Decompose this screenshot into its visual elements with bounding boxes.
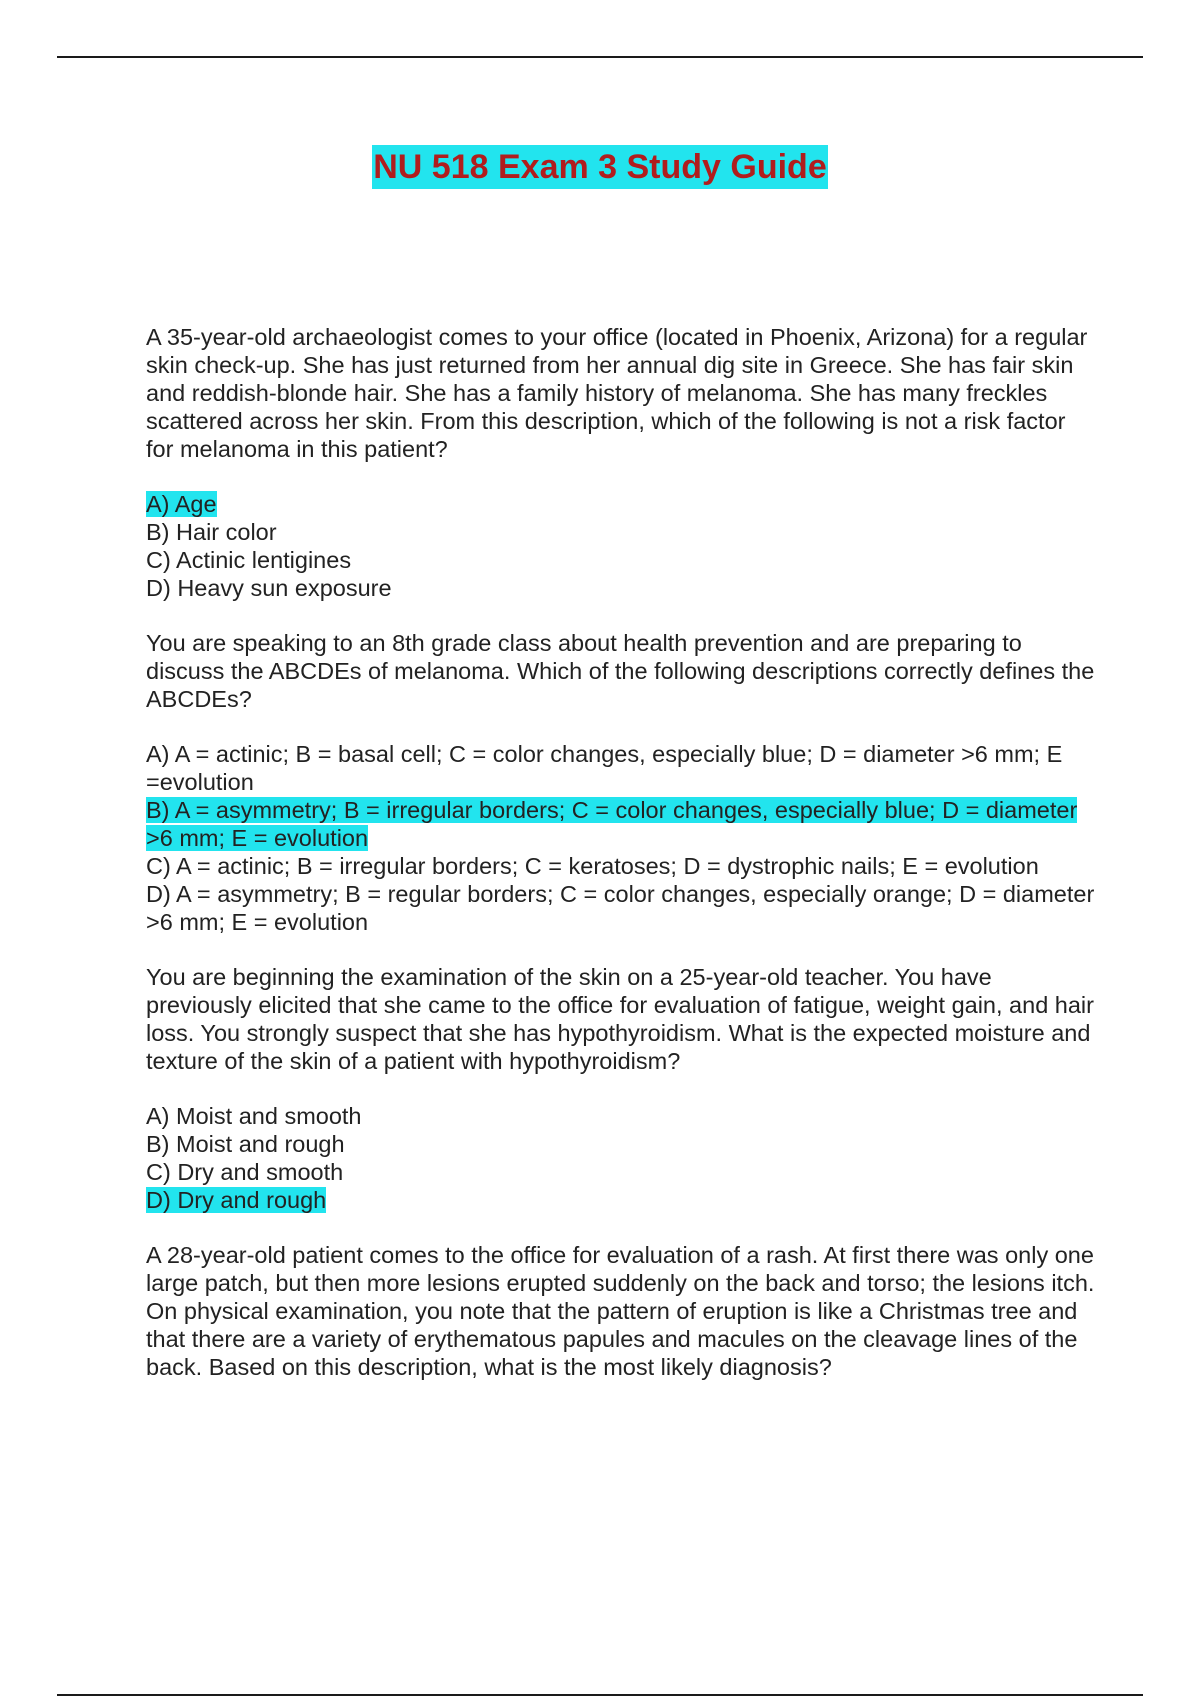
answer-options: [146, 740, 1096, 936]
answer-option-b: B) A = asymmetry; B = irregular borders; C = color changes, especially blue; D = diameter >6 mm; E = evolution: [146, 797, 1078, 851]
question-block-3: [146, 963, 1096, 1214]
answer-option-d: D) A = asymmetry; B = regular borders; C = color changes, especially orange; D = diameter >6 mm; E = evolution: [146, 881, 1095, 935]
answer-option-b: B) Hair color: [146, 519, 277, 545]
question-block-4: [146, 1241, 1096, 1381]
header-rule: [57, 56, 1143, 58]
document-title: NU 518 Exam 3 Study Guide: [372, 145, 828, 189]
question-text: A 28-year-old patient comes to the office for evaluation of a rash. At first there was only one large patch, but then more lesions erupted suddenly on the back and torso; the lesions itch. On physical examination, you note that the pattern of eruption is like a Christmas tree and that there are a variety of erythematous papules and macules on the cleavage lines of the back. Based on this description, what is the most likely diagnosis?: [146, 1242, 1095, 1380]
question-text: A 35-year-old archaeologist comes to your office (located in Phoenix, Arizona) for a regular skin check-up. She has just returned from her annual dig site in Greece. She has fair skin and reddish-blonde hair. She has a family history of melanoma. She has many freckles scattered across her skin. From this description, which of the following is not a risk factor for melanoma in this patient?: [146, 324, 1088, 462]
answer-option-a: A) Age: [146, 491, 217, 517]
title-container: [0, 145, 1200, 189]
footer-rule: [57, 1694, 1143, 1696]
answer-option-c: C) Actinic lentigines: [146, 547, 352, 573]
answer-option-c: C) Dry and smooth: [146, 1159, 344, 1185]
answer-options: [146, 490, 1096, 602]
question-block-1: [146, 323, 1096, 602]
question-block-2: [146, 629, 1096, 936]
answer-option-a: A) Moist and smooth: [146, 1103, 362, 1129]
answer-option-d: D) Dry and rough: [146, 1187, 327, 1213]
answer-option-c: C) A = actinic; B = irregular borders; C = keratoses; D = dystrophic nails; E = evolution: [146, 853, 1039, 879]
question-text: You are beginning the examination of the skin on a 25-year-old teacher. You have previously elicited that she came to the office for evaluation of fatigue, weight gain, and hair loss. You strongly suspect that she has hypothyroidism. What is the expected moisture and texture of the skin of a patient with hypothyroidism?: [146, 964, 1094, 1074]
answer-options: [146, 1102, 1096, 1214]
answer-option-b: B) Moist and rough: [146, 1131, 345, 1157]
answer-option-a: A) A = actinic; B = basal cell; C = color changes, especially blue; D = diameter >6 mm; E =evolution: [146, 741, 1063, 795]
question-text: You are speaking to an 8th grade class about health prevention and are preparing to discuss the ABCDEs of melanoma. Which of the following descriptions correctly defines the ABCDEs?: [146, 630, 1095, 712]
answer-option-d: D) Heavy sun exposure: [146, 575, 392, 601]
document-body: [146, 323, 1096, 1408]
